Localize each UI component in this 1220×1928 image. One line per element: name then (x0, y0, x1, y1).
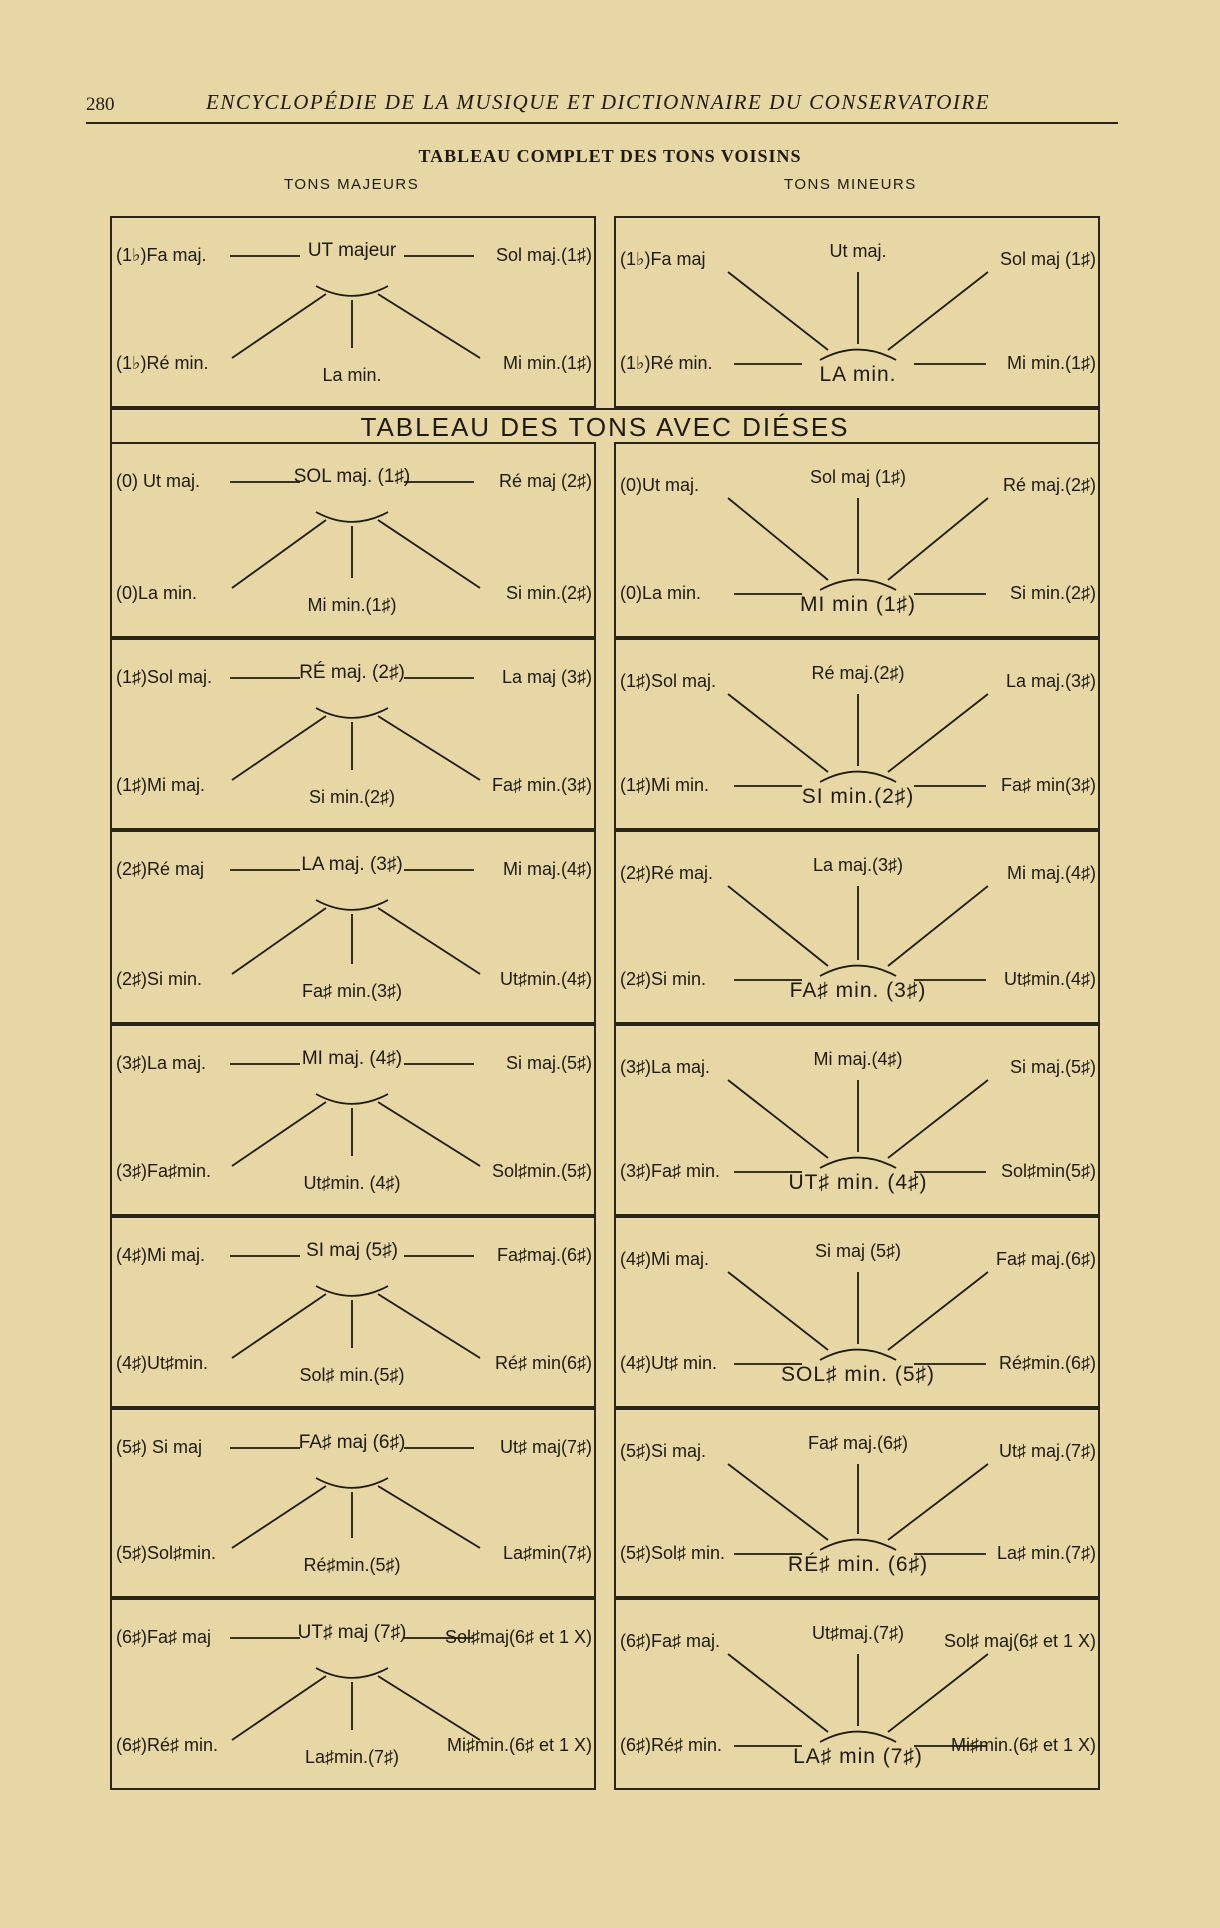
section-title: TABLEAU DES TONS AVEC DIÉSES (110, 408, 1100, 442)
spoke-line (232, 1676, 326, 1740)
spoke-line (728, 272, 828, 350)
minor-diagram-panel (614, 638, 1100, 830)
key-label-bottom: Si min.(2♯) (308, 787, 396, 807)
major-diagram-panel (110, 830, 596, 1024)
hub-arc (316, 900, 388, 910)
key-label-bottom-left: (0)La min. (620, 583, 702, 603)
key-label-top-right: Si maj.(5♯) (505, 1053, 592, 1073)
spoke-line (378, 1102, 480, 1166)
key-label-bottom-left: (1♭)Ré min. (116, 353, 209, 373)
key-label-center: RÉ maj. (2♯) (299, 662, 405, 683)
spoke-line (378, 520, 480, 588)
key-label-bottom-left: (3♯)Fa♯min. (116, 1161, 212, 1181)
key-label-bottom: Mi min.(1♯) (307, 595, 397, 615)
key-label-top: La maj.(3♯) (812, 855, 904, 875)
hub-arc (316, 1094, 388, 1104)
key-label-top-right: Fa♯maj.(6♯) (496, 1245, 592, 1265)
spoke-line (378, 1294, 480, 1358)
key-label-top-right: La maj (3♯) (501, 667, 592, 687)
key-label-top-right: Mi maj.(4♯) (503, 859, 592, 879)
minor-diagram-panel (614, 1024, 1100, 1216)
key-label-center: SOL maj. (1♯) (293, 466, 411, 487)
key-label-top-right: Sol maj.(1♯) (495, 245, 592, 265)
key-label-bottom-right: La♯ min.(7♯) (996, 1543, 1096, 1563)
key-label-bottom-right: Sol♯min.(5♯) (491, 1161, 592, 1181)
key-label-top: Mi maj.(4♯) (813, 1049, 903, 1069)
hub-arc (820, 772, 896, 782)
key-label-top-left: (3♯)La maj. (116, 1053, 207, 1073)
spoke-line (232, 294, 326, 358)
key-label-bottom-left: (1♭)Ré min. (620, 353, 713, 373)
minor-diagram-panel (614, 442, 1100, 638)
key-label-top-left: (3♯)La maj. (620, 1057, 711, 1077)
hub-arc (820, 1158, 896, 1168)
key-label-bottom-right: Fa♯ min.(3♯) (491, 775, 592, 795)
key-label-center: UT♯ min. (4♯) (788, 1171, 928, 1194)
hub-arc (820, 1540, 896, 1550)
key-label-center: SOL♯ min. (5♯) (780, 1363, 936, 1386)
key-label-top-right: Sol maj (1♯) (999, 249, 1096, 269)
spoke-line (728, 1654, 828, 1732)
key-label-center: FA♯ min. (3♯) (789, 979, 927, 1002)
minor-diagram-panel (614, 830, 1100, 1024)
key-label-center: UT♯ maj (7♯) (297, 1622, 407, 1643)
hub-arc (316, 1478, 388, 1488)
spoke-line (728, 886, 828, 966)
spoke-line (232, 1102, 326, 1166)
key-label-bottom: Sol♯ min.(5♯) (299, 1365, 405, 1385)
key-label-top-left: (6♯)Fa♯ maj. (620, 1631, 721, 1651)
spoke-line (232, 1294, 326, 1358)
key-label-bottom-right: Si min.(2♯) (1009, 583, 1096, 603)
key-label-top-left: (2♯)Ré maj. (620, 863, 714, 883)
major-diagram-panel (110, 442, 596, 638)
minor-diagram-panel (614, 1408, 1100, 1598)
key-label-bottom-right: Mi♯min.(6♯ et 1 X) (950, 1735, 1096, 1755)
hub-arc (316, 512, 388, 522)
key-label-bottom-right: Ré♯min.(6♯) (998, 1353, 1096, 1373)
key-label-top-left: (4♯)Mi maj. (116, 1245, 205, 1265)
key-label-top-right: Ut♯ maj(7♯) (499, 1437, 592, 1457)
key-label-bottom-left: (4♯)Ut♯min. (116, 1353, 209, 1373)
spoke-line (378, 716, 480, 780)
key-label-bottom: Fa♯ min.(3♯) (301, 981, 403, 1001)
key-label-bottom-right: La♯min(7♯) (502, 1543, 592, 1563)
page-number: 280 (86, 94, 115, 115)
key-label-bottom-right: Mi♯min.(6♯ et 1 X) (446, 1735, 592, 1755)
key-label-top-right: Ré maj (2♯) (498, 471, 592, 491)
key-label-top-left: (1♭)Fa maj (620, 249, 706, 269)
hub-arc (316, 708, 388, 718)
key-label-bottom-right: Sol♯min(5♯) (1000, 1161, 1096, 1181)
key-label-center: MI min (1♯) (800, 593, 916, 616)
major-diagram-panel (110, 638, 596, 830)
subtitle-minor: TONS MINEURS (784, 176, 917, 193)
key-label-top: Ré maj.(2♯) (811, 663, 905, 683)
key-label-bottom-left: (5♯)Sol♯ min. (620, 1543, 726, 1563)
key-label-bottom: Ut♯min. (4♯) (303, 1173, 401, 1193)
major-diagram-panel (110, 216, 596, 408)
spoke-line (888, 498, 988, 580)
key-label-bottom-left: (5♯)Sol♯min. (116, 1543, 217, 1563)
key-label-center: LA maj. (3♯) (301, 854, 403, 875)
key-label-top-right: Sol♯ maj(6♯ et 1 X) (943, 1631, 1096, 1651)
key-label-center: UT majeur (307, 240, 397, 261)
hub-arc (820, 580, 896, 590)
key-label-top-left: (4♯)Mi maj. (620, 1249, 709, 1269)
key-label-center: LA♯ min (7♯) (793, 1745, 923, 1768)
hub-arc (820, 966, 896, 976)
key-label-top-right: Ré maj.(2♯) (1002, 475, 1096, 495)
key-label-top-right: La maj.(3♯) (1005, 671, 1096, 691)
minor-diagram-panel (614, 1216, 1100, 1408)
spoke-line (378, 294, 480, 358)
spoke-line (888, 1080, 988, 1158)
key-label-top: Fa♯ maj.(6♯) (807, 1433, 909, 1453)
hub-arc (316, 286, 388, 296)
page-header (86, 88, 1118, 124)
key-label-top: Ut♯maj.(7♯) (811, 1623, 905, 1643)
key-label-center: FA♯ maj (6♯) (298, 1432, 406, 1453)
spoke-line (888, 694, 988, 772)
key-label-bottom-left: (3♯)Fa♯ min. (620, 1161, 721, 1181)
key-label-top-left: (6♯)Fa♯ maj (116, 1627, 212, 1647)
key-label-bottom-right: Ré♯ min(6♯) (494, 1353, 592, 1373)
hub-arc (820, 1350, 896, 1360)
key-label-top: Sol maj (1♯) (809, 467, 907, 487)
key-label-bottom-right: Fa♯ min(3♯) (1000, 775, 1096, 795)
key-label-bottom-left: (4♯)Ut♯ min. (620, 1353, 718, 1373)
key-label-top-left: (0) Ut maj. (116, 471, 201, 491)
key-label-center: LA min. (819, 363, 897, 386)
key-label-top-right: Si maj.(5♯) (1009, 1057, 1096, 1077)
key-label-top-left: (2♯)Ré maj (116, 859, 205, 879)
key-label-top-right: Sol♯maj(6♯ et 1 X) (444, 1627, 592, 1647)
key-label-bottom: Ré♯min.(5♯) (303, 1555, 401, 1575)
key-label-center: MI maj. (4♯) (301, 1048, 403, 1069)
spoke-line (888, 1464, 988, 1540)
key-label-bottom-right: Si min.(2♯) (505, 583, 592, 603)
subtitle-major: TONS MAJEURS (284, 176, 420, 193)
key-label-bottom-left: (1♯)Mi min. (620, 775, 709, 795)
spoke-line (378, 1486, 480, 1548)
spoke-line (728, 694, 828, 772)
hub-arc (316, 1286, 388, 1296)
major-diagram-panel (110, 1598, 596, 1790)
key-label-top-left: (5♯) Si maj (116, 1437, 203, 1457)
spoke-line (378, 1676, 480, 1740)
key-label-top-left: (1♭)Fa maj. (116, 245, 207, 265)
key-label-bottom-right: Ut♯min.(4♯) (1003, 969, 1096, 989)
key-label-bottom: La min. (322, 365, 382, 385)
key-label-bottom: La♯min.(7♯) (304, 1747, 400, 1767)
key-label-bottom-left: (6♯)Ré♯ min. (620, 1735, 723, 1755)
spoke-line (888, 1654, 988, 1732)
key-label-top-right: Fa♯ maj.(6♯) (995, 1249, 1096, 1269)
key-label-top-left: (1♯)Sol maj. (116, 667, 213, 687)
key-label-bottom-left: (0)La min. (116, 583, 198, 603)
hub-arc (820, 350, 896, 360)
key-label-bottom-left: (2♯)Si min. (620, 969, 707, 989)
key-label-top-right: Mi maj.(4♯) (1007, 863, 1096, 883)
key-label-center: RÉ♯ min. (6♯) (787, 1553, 929, 1576)
spoke-line (888, 272, 988, 350)
key-label-top-left: (0)Ut maj. (620, 475, 700, 495)
spoke-line (728, 1080, 828, 1158)
minor-diagram-panel (614, 216, 1100, 408)
key-label-bottom-left: (1♯)Mi maj. (116, 775, 205, 795)
key-label-top: Ut maj. (829, 241, 887, 261)
spoke-line (888, 1272, 988, 1350)
spoke-line (232, 1486, 326, 1548)
major-diagram-panel (110, 1024, 596, 1216)
key-label-bottom-right: Mi min.(1♯) (1007, 353, 1096, 373)
key-label-top-left: (5♯)Si maj. (620, 1441, 707, 1461)
spoke-line (728, 498, 828, 580)
key-label-center: SI min.(2♯) (801, 785, 915, 808)
spoke-line (232, 908, 326, 974)
key-label-bottom-left: (2♯)Si min. (116, 969, 203, 989)
spoke-line (232, 716, 326, 780)
hub-arc (316, 1668, 388, 1678)
minor-diagram-panel (614, 1598, 1100, 1790)
key-label-bottom-right: Mi min.(1♯) (503, 353, 592, 373)
spoke-line (888, 886, 988, 966)
spoke-line (232, 520, 326, 588)
major-diagram-panel (110, 1216, 596, 1408)
major-diagram-panel (110, 1408, 596, 1598)
key-label-top-left: (1♯)Sol maj. (620, 671, 717, 691)
key-label-top-right: Ut♯ maj.(7♯) (998, 1441, 1096, 1461)
spoke-line (378, 908, 480, 974)
spoke-line (728, 1464, 828, 1540)
key-label-bottom-left: (6♯)Ré♯ min. (116, 1735, 219, 1755)
key-label-bottom-right: Ut♯min.(4♯) (499, 969, 592, 989)
key-label-center: SI maj (5♯) (306, 1240, 398, 1261)
running-title: ENCYCLOPÉDIE DE LA MUSIQUE ET DICTIONNAIRE DU CONSERVATOIRE (206, 90, 991, 114)
spoke-line (728, 1272, 828, 1350)
hub-arc (820, 1732, 896, 1742)
table-title: TABLEAU COMPLET DES TONS VOISINS (418, 146, 802, 166)
key-label-top: Si maj (5♯) (814, 1241, 902, 1261)
